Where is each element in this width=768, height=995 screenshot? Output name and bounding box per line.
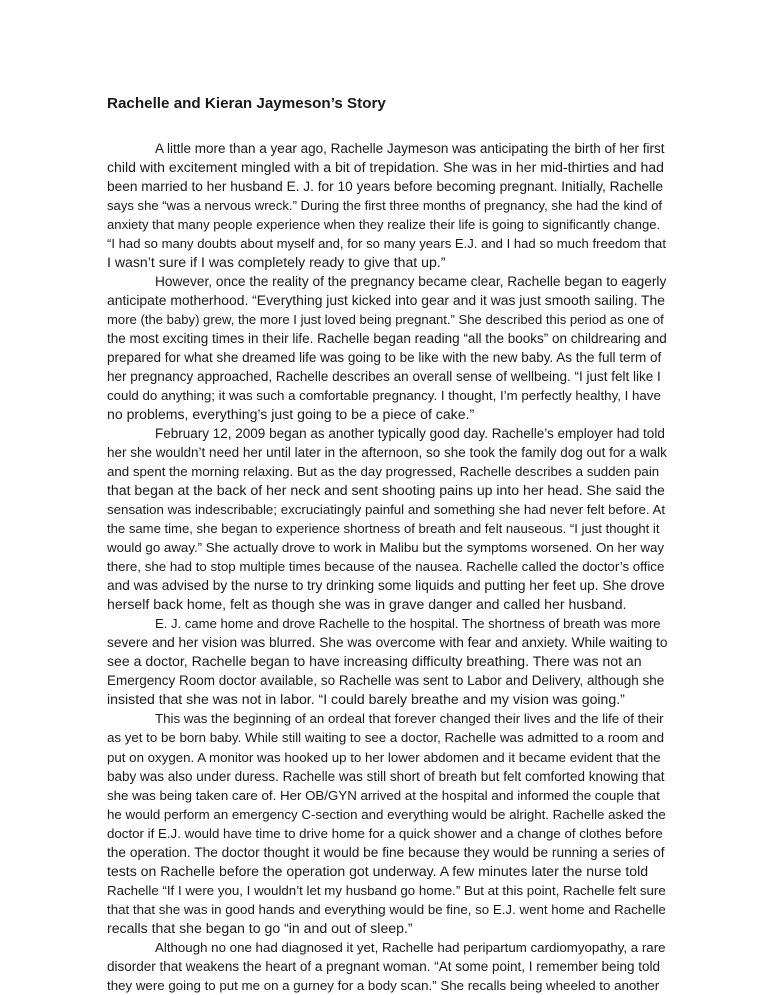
text-line: no problems, everything’s just going to be a piece of cake.” [107, 406, 475, 423]
text-line: baby was also under duress. Rachelle was still short of breath but felt comforted knowing that [107, 768, 665, 784]
text-line: there, she had to stop multiple times because of the nausea. Rachelle called the doctor’s office [107, 559, 665, 575]
text-line: says she “was a nervous wreck.” During the first three months of pregnancy, she had the kind of [107, 198, 663, 214]
text-line: her she wouldn’t need her until later in the afternoon, so she took the family dog out for a walk [107, 445, 667, 461]
text-line: herself back home, felt as though she was in grave danger and called her husband. [107, 596, 627, 613]
text-line: and was advised by the nurse to try drinking some liquids and putting her feet up. She drove [107, 578, 665, 594]
text-line: more (the baby) grew, the more I just loved being pregnant.” She described this period as one of [107, 312, 664, 328]
text-line: been married to her husband E. J. for 10 years before becoming pregnant. Initially, Rachelle [107, 179, 663, 195]
text-line: put on oxygen. A monitor was hooked up to her lower abdomen and it became evident that the [107, 749, 661, 765]
text-line: they were going to put me on a gurney for a body scan.” She recalls being wheeled to another [107, 977, 660, 993]
text-line: the operation. The doctor thought it would be fine because they would be running a series of [107, 844, 665, 860]
text-line: severe and her vision was blurred. She was overcome with fear and anxiety. While waiting to [107, 635, 668, 651]
text-line: disorder that weakens the heart of a pregnant woman. “At some point, I remember being told [107, 958, 661, 974]
text-line: sensation was indescribable; excruciatingly painful and something she had never felt before. At [107, 502, 666, 518]
text-line: insisted that she was not in labor. “I could barely breathe and my vision was going.” [107, 691, 625, 708]
text-line: child with excitement mingled with a bit of trepidation. She was in her mid-thirties and had [107, 159, 664, 176]
document-body [107, 139, 667, 995]
text-line: see a doctor, Rachelle began to have increasing difficulty breathing. There was not an [107, 653, 642, 670]
text-line: the most exciting times in their life. Rachelle began reading “all the books” on childrearing and [107, 331, 667, 347]
text-line: recalls that she began to go “in and out of sleep.” [107, 919, 413, 936]
paragraph-first-line: February 12, 2009 began as another typically good day. Rachelle’s employer had told [155, 426, 665, 442]
text-line: as yet to be born baby. While still waiting to see a doctor, Rachelle was admitted to a room and [107, 730, 665, 746]
text-line: the same time, she began to experience shortness of breath and felt nauseous. “I just thought it [107, 521, 660, 537]
text-line: her pregnancy approached, Rachelle describes an overall sense of wellbeing. “I just felt like I [107, 369, 661, 385]
text-line: “I had so many doubts about myself and, for so many years E.J. and I had so much freedom that [107, 236, 666, 252]
text-line: that began at the back of her neck and sent shooting pains up into her head. She said the [107, 482, 665, 499]
text-line: Rachelle “If I were you, I wouldn’t let my husband go home.” But at this point, Rachelle felt sure [107, 882, 666, 898]
text-line: doctor if E.J. would have time to drive home for a quick shower and a change of clothes before [107, 825, 663, 841]
text-line: anxiety that many people experience when they realize their life is going to significantly change. [107, 217, 661, 233]
text-line: would go away.” She actually drove to work in Malibu but the symptoms worsened. On her way [107, 540, 665, 556]
document-title: Rachelle and Kieran Jaymeson’s Story [107, 95, 386, 112]
paragraph-first-line: Although no one had diagnosed it yet, Rachelle had peripartum cardiomyopathy, a rare [155, 939, 666, 955]
text-line: she was being taken care of. Her OB/GYN arrived at the hospital and informed the couple that [107, 787, 660, 803]
text-line: he would perform an emergency C-section and everything would be alright. Rachelle asked the [107, 806, 666, 822]
text-line: Emergency Room doctor available, so Rachelle was sent to Labor and Delivery, although she [107, 673, 665, 689]
text-line: I wasn’t sure if I was completely ready to give that up.” [107, 254, 446, 271]
text-line: could do anything; it was such a comfortable pregnancy. I thought, I’m perfectly healthy, I have [107, 388, 661, 404]
text-line: that that she was in good hands and everything would be fine, so E.J. went home and Rachelle [107, 901, 666, 917]
paragraph-first-line: A little more than a year ago, Rachelle Jaymeson was anticipating the birth of her first [155, 141, 665, 156]
paragraph-first-line: This was the beginning of an ordeal that forever changed their lives and the life of their [155, 711, 664, 727]
paragraph-first-line: E. J. came home and drove Rachelle to the hospital. The shortness of breath was more [155, 616, 661, 632]
text-line: prepared for what she dreamed life was going to be like with the new baby. As the full term of [107, 350, 662, 366]
text-line: and spent the morning relaxing. But as the day progressed, Rachelle describes a sudden pain [107, 464, 660, 480]
paragraph-first-line: However, once the reality of the pregnancy became clear, Rachelle began to eagerly [155, 274, 667, 290]
text-line: anticipate motherhood. “Everything just kicked into gear and it was just smooth sailing. The [107, 292, 665, 309]
text-line: tests on Rachelle before the operation got underway. A few minutes later the nurse told [107, 862, 649, 879]
